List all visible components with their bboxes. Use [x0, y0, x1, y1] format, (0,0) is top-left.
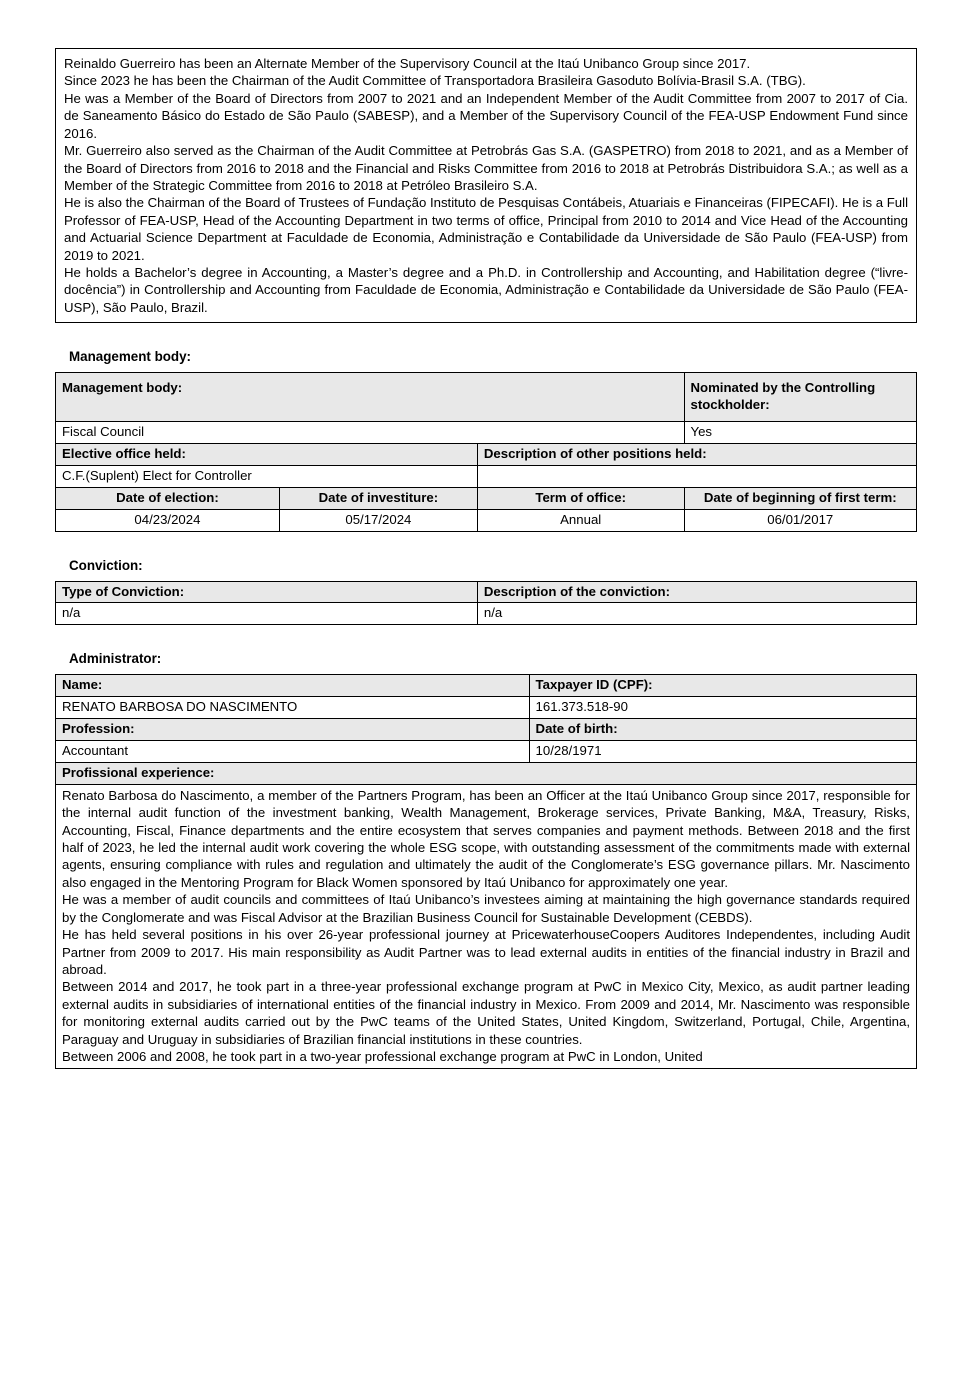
- table-row: [56, 603, 917, 625]
- cpf-value: 161.373.518-90: [529, 697, 916, 719]
- experience-label: Profissional experience:: [56, 762, 917, 784]
- experience-paragraph: Between 2014 and 2017, he took part in a three-year professional exchange program at PwC in Mexico City, Mexico, as audit partner leading external audits in subsidiaries of international entities of the financial industry in Mexico. From 2009 and 2014, Mr. Nascimento was responsible for monitoring external audits carried out by the PwC teams of the United States, United Kingdom, Switzerland, Portugal, Chile, Argentina, Paraguay and Uruguay in subsidiaries of Brazilian financial institutions in these countries.: [62, 979, 910, 1047]
- cpf-label: Taxpayer ID (CPF):: [529, 675, 916, 697]
- experience-paragraph: Renato Barbosa do Nascimento, a member of the Partners Program, has been an Officer at the Itaú Unibanco Group since 2017, responsible for the internal audit function of the investment banking, Wealth Management, Brokerage services, Private Banking, M&A, Treasury, Risks, Accounting, Fiscal, Finance departments and the entire ecosystem that serves companies and payment methods. Between 2018 and the first half of 2023, he led the internal audit work covering the whole ESG scope, with outstanding assessment of the commitments made with external agents, ensuring compliance with rules and regulation and ultimately the audit of the Conglomerate’s ESG governance pillars. Mr. Nascimento also engaged in the Mentoring Program for Black Women sponsored by Itaú Unibanco for approximately one year.: [62, 787, 910, 890]
- experience-paragraph: He has held several positions in his over 26-year professional journey at PricewaterhouseCoopers Auditores Independentes, including Audit Partner from 2009 to 2017. His main responsibility as Audit Partner was to lead external audits in entities of the financial industry in Brazil and abroad.: [62, 927, 910, 978]
- table-row: [56, 762, 917, 784]
- table-row: [56, 719, 917, 741]
- date-election-value: 04/23/2024: [56, 509, 280, 531]
- management-body-table-wrap: [55, 372, 917, 531]
- elective-office-value: C.F.(Suplent) Elect for Controller: [56, 465, 478, 487]
- other-positions-value: [477, 465, 916, 487]
- administrator-table-wrap: [55, 674, 917, 1068]
- conviction-type-label: Type of Conviction:: [56, 581, 478, 603]
- table-row: [56, 422, 917, 444]
- conviction-table: [55, 581, 917, 626]
- birth-date-label: Date of birth:: [529, 719, 916, 741]
- term-of-office-value: Annual: [477, 509, 684, 531]
- table-row: [56, 487, 917, 509]
- date-investiture-label: Date of investiture:: [279, 487, 477, 509]
- name-label: Name:: [56, 675, 530, 697]
- bio-paragraph: He holds a Bachelor’s degree in Accounting, a Master’s degree and a Ph.D. in Controllership and Accounting, and Habilitation degree (“livre-docência”) in Controllership and Accounting from Faculdade de Economia, Administração e Contabilidade da Universidade de São Paulo (FEA-USP), São Paulo, Brazil.: [64, 265, 908, 315]
- conviction-table-wrap: [55, 581, 917, 626]
- date-election-label: Date of election:: [56, 487, 280, 509]
- table-row: [56, 465, 917, 487]
- table-row: [56, 784, 917, 1068]
- table-row: [56, 444, 917, 466]
- other-positions-label: Description of other positions held:: [477, 444, 916, 466]
- table-row: [56, 509, 917, 531]
- experience-cell: [56, 784, 917, 1068]
- nominated-value: Yes: [684, 422, 917, 444]
- bio-paragraph: Reinaldo Guerreiro has been an Alternate Member of the Supervisory Council at the Itaú Unibanco Group since 2017.: [64, 56, 751, 71]
- bio-paragraph: Mr. Guerreiro also served as the Chairman of the Audit Committee at Petrobrás Gas S.A. (GASPETRO) from 2018 to 2021, and as a Member of the Board of Directors from 2016 to 2018 and the Financial and Risks Committee from 2016 to 2018 at Petrobrás Distribuidora S.A.; as well as a Member of the Strategic Committee from 2016 to 2018 at Petróleo Brasileiro S.A.: [64, 143, 908, 193]
- name-value: RENATO BARBOSA DO NASCIMENTO: [56, 697, 530, 719]
- experience-paragraph: He was a member of audit councils and committees of Itaú Unibanco’s investees aiming at maintaining the high governance standards required by the Conglomerate and was Fiscal Advisor at the Brazilian Business Council for Sustainable Development (CEBDS).: [62, 892, 910, 925]
- table-row: [56, 741, 917, 763]
- profession-label: Profession:: [56, 719, 530, 741]
- biography-box: [55, 48, 917, 323]
- conviction-section-label: Conviction:: [69, 557, 143, 573]
- experience-paragraph: Between 2006 and 2008, he took part in a two-year professional exchange program at PwC in London, United: [62, 1049, 703, 1065]
- conviction-description-value: n/a: [477, 603, 916, 625]
- management-body-section-label: Management body:: [69, 349, 192, 365]
- date-investiture-value: 05/17/2024: [279, 509, 477, 531]
- table-row: [56, 581, 917, 603]
- table-row: [56, 697, 917, 719]
- profession-value: Accountant: [56, 741, 530, 763]
- birth-date-value: 10/28/1971: [529, 741, 916, 763]
- administrator-section-label: Administrator:: [69, 651, 162, 667]
- bio-paragraph: Since 2023 he has been the Chairman of the Audit Committee of Transportadora Brasileira Gasoduto Bolívia-Brasil S.A. (TBG).: [64, 73, 806, 89]
- management-body-header: Management body:: [56, 373, 685, 422]
- elective-office-label: Elective office held:: [56, 444, 478, 466]
- first-term-value: 06/01/2017: [684, 509, 917, 531]
- first-term-label: Date of beginning of first term:: [684, 487, 917, 509]
- management-body-table: [55, 372, 917, 531]
- management-body-value: Fiscal Council: [56, 422, 685, 444]
- bio-paragraph: He was a Member of the Board of Directors from 2007 to 2021 and an Independent Member of the Audit Committee from 2007 to 2017 of Cia. de Saneamento Básico do Estado de São Paulo (SABESP), and a Member of the Supervisory Council of the FEA-USP Endowment Fund since 2016.: [64, 90, 908, 141]
- nominated-by-header: Nominated by the Controlling stockholder:: [684, 373, 917, 422]
- conviction-type-value: n/a: [56, 603, 478, 625]
- administrator-table: [55, 674, 917, 1068]
- term-of-office-label: Term of office:: [477, 487, 684, 509]
- table-row: [56, 373, 917, 422]
- table-row: [56, 675, 917, 697]
- bio-paragraph: He is also the Chairman of the Board of Trustees of Fundação Instituto de Pesquisas Contábeis, Atuariais e Financeiras (FIPECAFI). He is a Full Professor of FEA-USP, Head of the Accounting Department in two terms of office, Principal from 2010 to 2014 and Vice Head of the Accounting and Actuarial Science Department at Faculdade de Economia, Administração e Contabilidade da Universidade de São Paulo (FEA-USP) from 2019 to 2021.: [64, 195, 908, 263]
- conviction-description-label: Description of the conviction:: [477, 581, 916, 603]
